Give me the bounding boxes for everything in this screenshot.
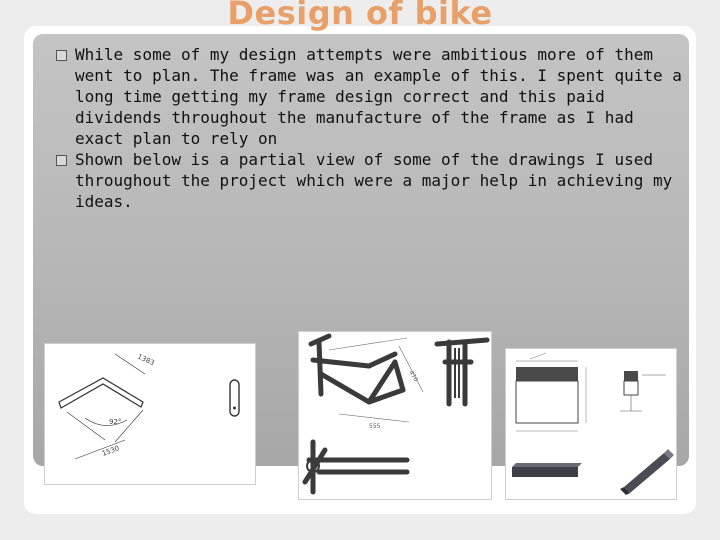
block-parts-drawing bbox=[505, 348, 677, 500]
block-parts-sketch bbox=[506, 349, 676, 499]
svg-text:555: 555 bbox=[369, 423, 381, 430]
bullet-marker-icon bbox=[56, 50, 67, 61]
bullet-text: While some of my design attempts were ambitious more of them went to plan. The frame was an example of this. I spent quite a long time getting my frame design correct and this paid dividends throughout the manufacture of the frame as I had exact plan to rely on bbox=[75, 45, 682, 148]
bike-frame-sketch bbox=[299, 332, 491, 499]
bullet-marker-icon bbox=[56, 155, 67, 166]
svg-text:470: 470 bbox=[407, 369, 420, 383]
frame-corner-drawing bbox=[44, 343, 256, 485]
bullet-list bbox=[55, 44, 685, 212]
svg-text:1530: 1530 bbox=[100, 444, 121, 458]
slide-title: Design of bike bbox=[227, 0, 493, 32]
frame-corner-sketch bbox=[45, 344, 255, 484]
bullet-item bbox=[55, 149, 685, 212]
bullet-text: Shown below is a partial view of some of the drawings I used throughout the project which were a major help in achieving my ideas. bbox=[75, 150, 673, 211]
svg-text:92°: 92° bbox=[109, 418, 122, 426]
bike-frame-assembly-drawing bbox=[298, 331, 492, 500]
bullet-item bbox=[55, 44, 685, 149]
svg-text:1383: 1383 bbox=[136, 352, 156, 368]
